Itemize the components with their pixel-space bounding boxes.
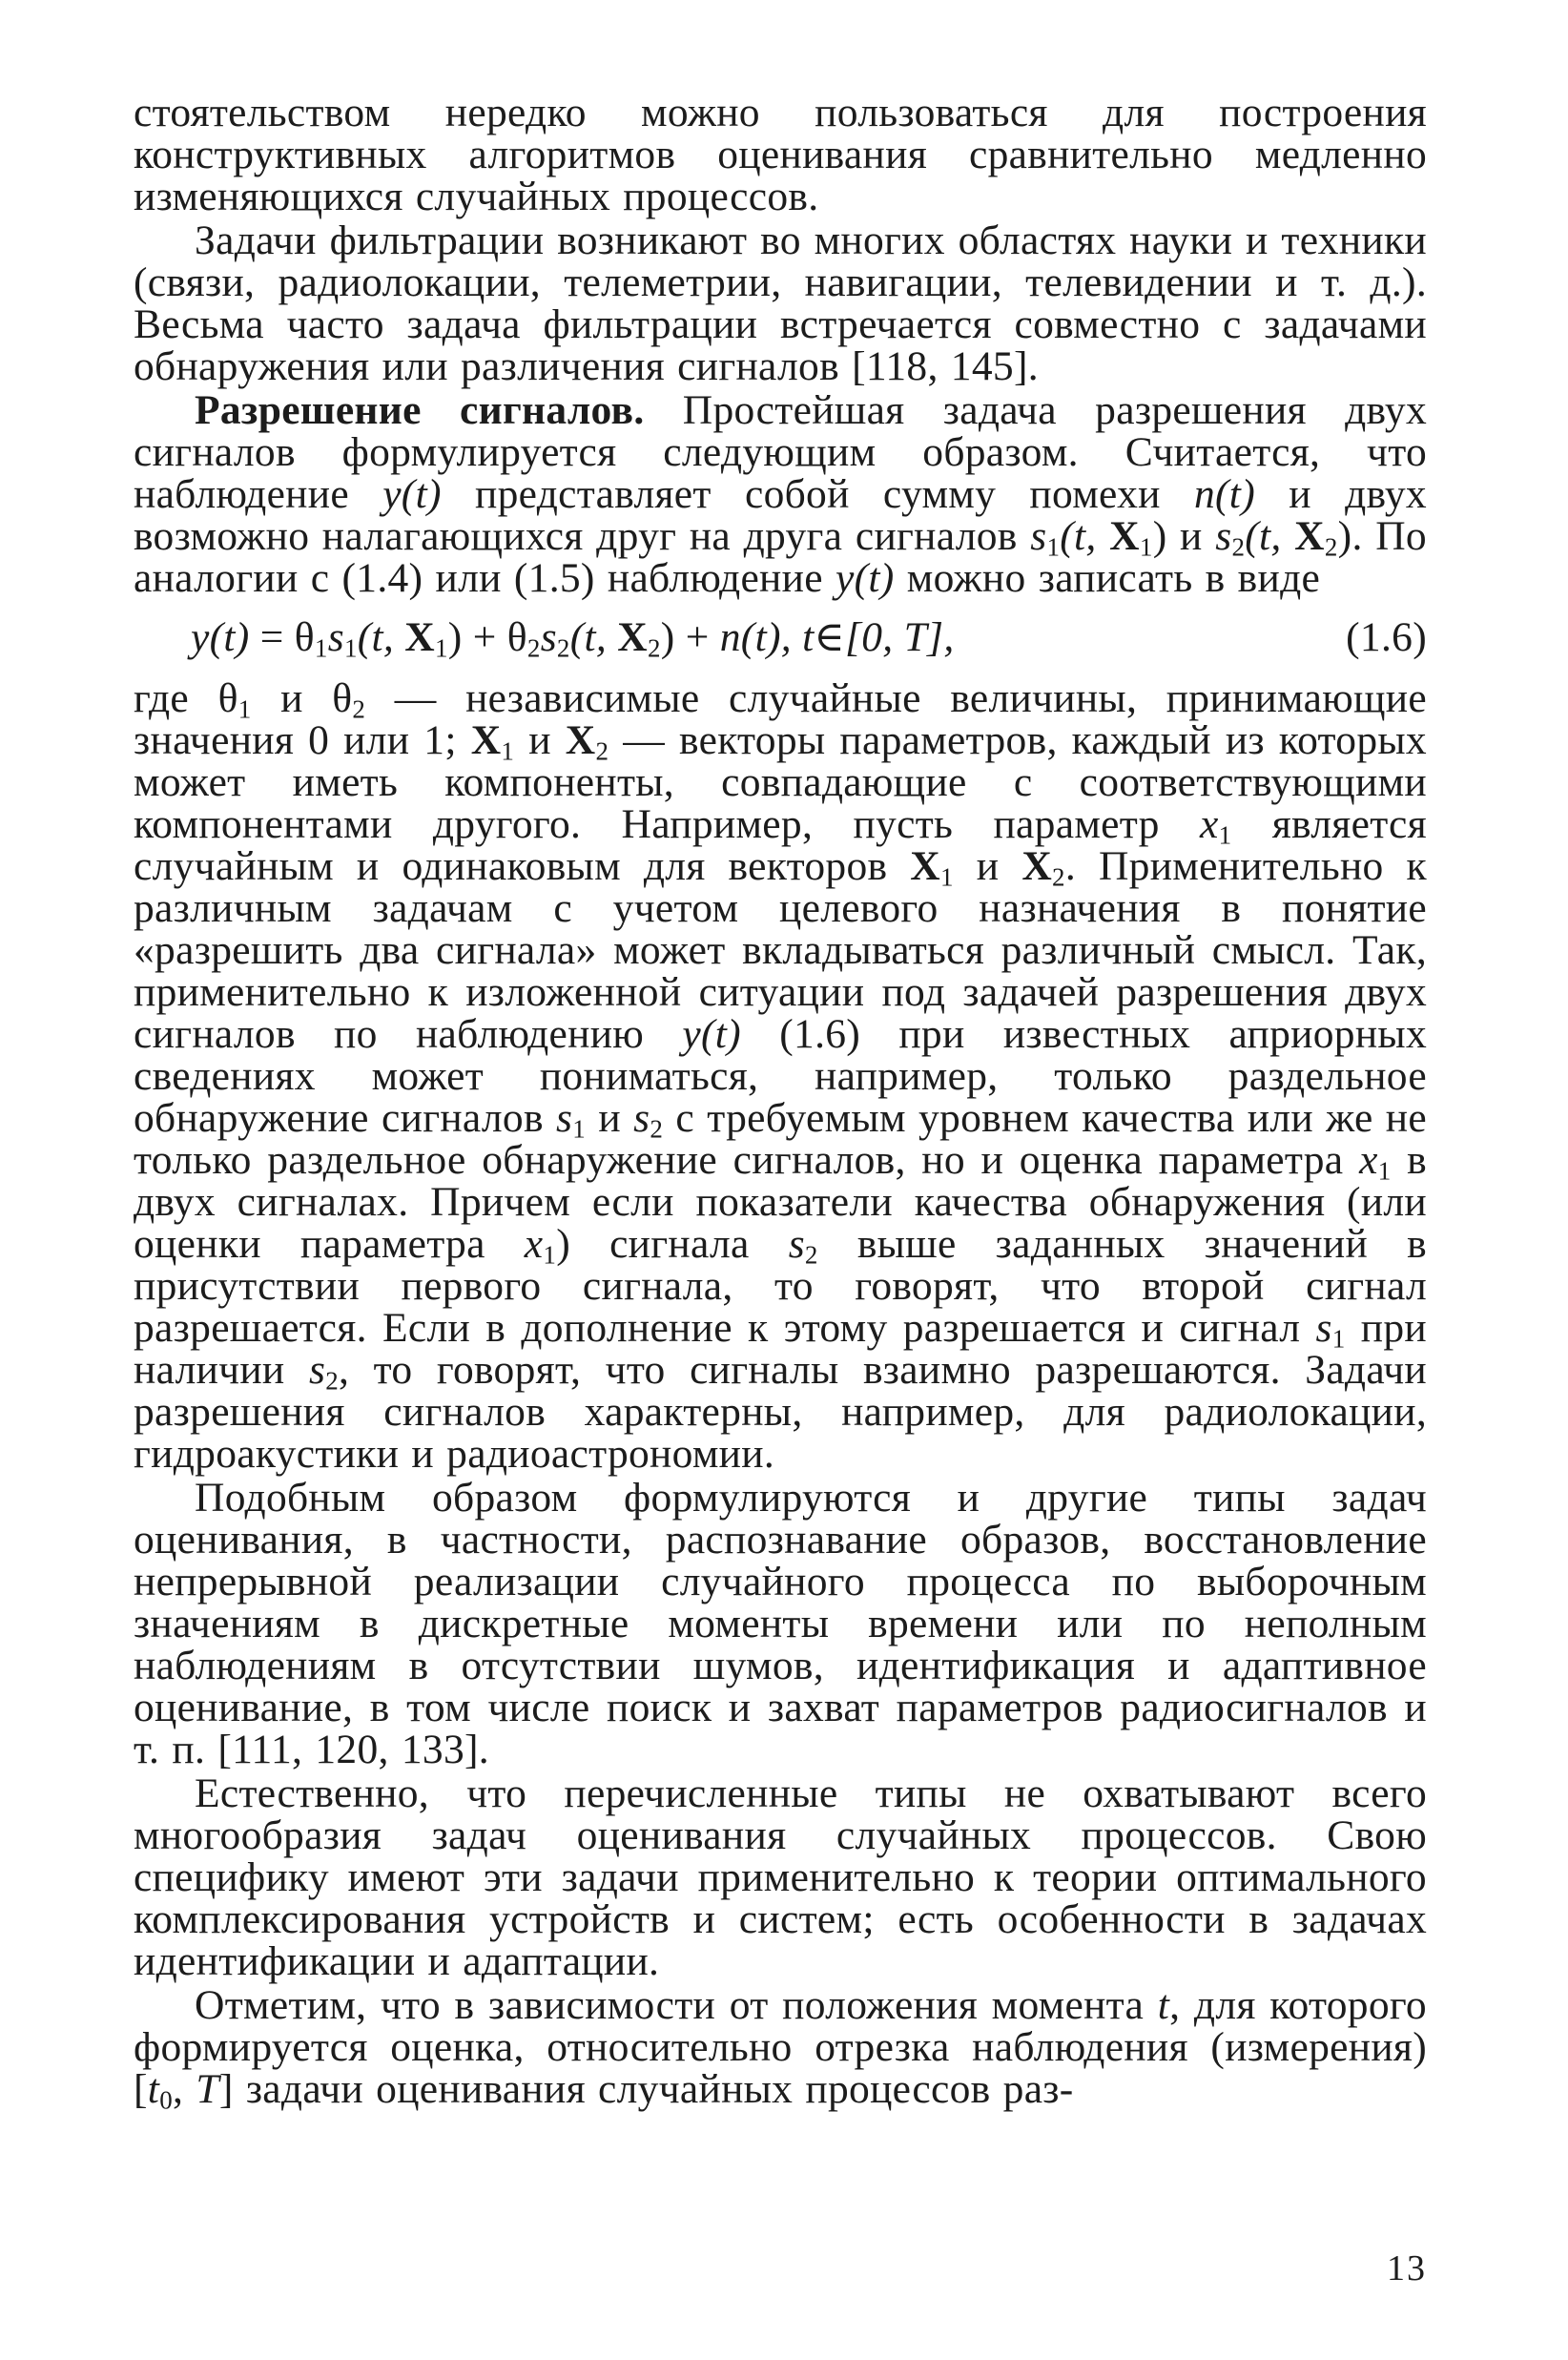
math-y-t: y(t) — [836, 555, 895, 601]
equation-number: (1.6) — [1346, 614, 1427, 660]
page-body — [134, 90, 1427, 2115]
math-theta1: $\theta_1$ — [217, 675, 252, 724]
math-s2: $s_2$ — [633, 1095, 664, 1144]
math-X1: $X_1$ — [910, 843, 954, 892]
equation-1-6 — [134, 614, 1427, 663]
math-s2: $s_2$ — [308, 1347, 339, 1396]
text-fragment: и — [1180, 513, 1203, 559]
math-theta2: $\theta_2$ — [332, 675, 366, 724]
math-t: t — [1157, 1982, 1170, 2028]
math-s2-expr: $s_2(t$, $X_2$) — [1215, 513, 1352, 562]
math-X2: $X_2$ — [1021, 843, 1065, 892]
paragraph-6: Естественно, что перечисленные типы не охватывают всего многообразия задач оценивания случайных процессов. Свою специфику имеют эти задачи применительно к теории оптимального комплексирования устройств и систем; есть особенности в задачах идентификации и адаптации. — [134, 1770, 1427, 1984]
paragraph-2: Задачи фильтрации возникают во многих областях науки и техники (связи, радиолокации, телеметрии, навигации, телевидении и т. д.). Весьма часто задача фильтрации встречается совместно с задачами обнаружения или различения сигналов [118, 145]. — [134, 217, 1427, 389]
math-s2: $s_2$ — [788, 1221, 818, 1270]
text-fragment: представляет собой сумму помехи — [475, 471, 1161, 517]
math-n-t: n(t) — [1193, 471, 1255, 517]
math-x1: $x_1$ — [1359, 1137, 1392, 1186]
paragraph-4: где $\theta_1$ и $\theta_2$ — независимые случайные величины, принимающие значения 0 или 1; $X_1$ и $X_2$ — векторы параметров, каждый из которых может иметь компоненты, совпадающие с соответствующими компонентами другого. Например, пусть параметр $x_1$ является случайным и одинаковым для векторов $X_1$ и $X_2$. Применительно к различным задачам с учетом целевого назначения в понятие «разрешить два сигнала» может вкладываться различный смысл. Так, применительно к изложенной ситуации под задачей разрешения двух сигналов по наблюдению y(t) (1.6) при известных априорных сведениях может пониматься, например, только раздельное обнаружение сигналов $s_1$ и $s_2$ с требуемым уровнем качества или же не только раздельное обнаружение сигналов, но и оценка параметра $x_1$ в двух сигналах. Причем если показатели качества обнаружения (или оценки параметра $x_1$) сигнала $s_2$ выше заданных значений в присутствии первого сигнала, то говорят, что второй сигнал разрешается. Если в дополнение к этому разрешается и сигнал $s_1$ при наличии $s_2$, то говорят, что сигналы взаимно разрешаются. Задачи разрешения сигналов характерны, например, для радиолокации, гидроакустики и радиоастрономии. — [134, 675, 1427, 1477]
math-s1: $s_1$ — [1315, 1305, 1346, 1354]
math-y-t: y(t) — [682, 1011, 741, 1057]
math-x1: $x_1$ — [524, 1221, 557, 1270]
page-number: 13 — [1387, 2248, 1427, 2288]
math-X1: $X_1$ — [470, 717, 515, 766]
equation-body: $y(t) = \theta_1s_1(t$, $X_1) + \theta_2s_2(t$, $X_2) + n(t)$, t∈[0, T], — [191, 614, 955, 663]
text-fragment: можно записать в виде — [906, 555, 1321, 601]
paragraph-3 — [134, 389, 1427, 599]
paragraph-7: Отметим, что в зависимости от положения момента t, для которого формируется оценка, относительно отрезка наблюдения (измерения) [$t_0$, T] задачи оценивания случайных процессов раз- — [134, 1982, 1427, 2115]
math-T: T — [196, 2066, 219, 2112]
paragraph-5: Подобным образом формулируются и другие типы задач оценивания, в частности, распознавание образов, восстановление непрерывной реализации случайного процесса по выборочным значениям в дискретные моменты времени или по неполным наблюдениям в отсутствии шумов, идентификация и адаптивное оценивание, в том числе поиск и захват параметров радиосигналов и т. п. [111, 120, 133]. — [134, 1475, 1427, 1772]
section-heading: Разрешение сигналов. — [195, 387, 645, 433]
text-fragment: и двух возможно налагающихся друг на друга сигналов — [134, 471, 1427, 559]
text-fragment: Простейшая задача разрешения двух сигналов формулируется следующим образом. Считается, что наблюдение — [134, 387, 1427, 517]
math-s1-expr: $s_1(t$, $X_1$) — [1030, 513, 1167, 562]
paragraph-1: стоятельством нередко можно пользоваться для построения конструктивных алгоритмов оценивания сравнительно медленно изменяющихся случайных процессов. — [134, 90, 1427, 219]
math-y-t: y(t) — [382, 471, 442, 517]
math-x1: $x_1$ — [1199, 801, 1232, 850]
math-t0: $t_0$ — [147, 2066, 173, 2115]
math-X2: $X_2$ — [565, 717, 609, 766]
text-fragment: . По аналогии с (1.4) или (1.5) наблюдение — [134, 513, 1427, 601]
math-s1: $s_1$ — [556, 1095, 587, 1144]
